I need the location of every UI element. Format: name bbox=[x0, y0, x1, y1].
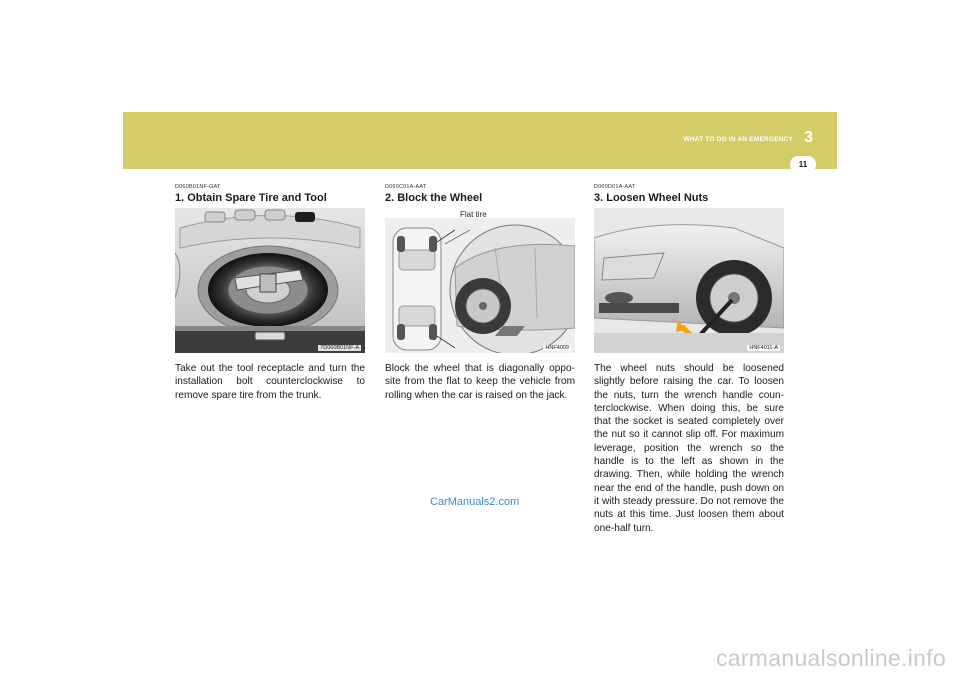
page-number: 11 bbox=[790, 156, 816, 173]
chapter-header-band bbox=[123, 112, 837, 169]
flat-tire-label: Flat tire bbox=[460, 210, 487, 219]
figure-code: 7D060B01NF-A bbox=[320, 345, 359, 351]
section-heading: 1. Obtain Spare Tire and Tool bbox=[175, 192, 327, 204]
spare-tire-trunk-svg bbox=[175, 208, 365, 353]
section-body: The wheel nuts should be loosened slightly before raising the car. To loosen the nuts, turn the wrench handle coun-terclockwise. When doing this, be sure that the socket is seated completely over the nut so it cannot slip off. For maximum leverage, position the wrench so the handle is to the left as shown in the drawing. Then, while holding the wrench near the end of the handle, push down on it with steady pressure. Do not remove the nuts at this time. Just loosen them about one-half turn. bbox=[594, 363, 784, 534]
chapter-title: WHAT TO DO IN AN EMERGENCY bbox=[683, 136, 793, 143]
wrench-wheel-nut-illustration bbox=[594, 208, 784, 353]
chapter-number: 3 bbox=[804, 129, 813, 146]
spare-tire-trunk-illustration bbox=[175, 208, 365, 353]
wheel-block-illustration bbox=[385, 208, 575, 353]
section-heading: 3. Loosen Wheel Nuts bbox=[594, 192, 709, 204]
section-spare-tire bbox=[175, 184, 365, 402]
section-body: Block the wheel that is diagonally oppo-site from the flat to keep the vehicle from rolling when the car is raised on the jack. bbox=[385, 363, 575, 401]
section-loosen-nuts bbox=[594, 184, 784, 535]
section-code: D060B01NF-GAT bbox=[175, 184, 221, 190]
section-code: D060C01A-AAT bbox=[385, 184, 427, 190]
wheel-block-svg bbox=[385, 208, 575, 353]
section-block-wheel bbox=[385, 184, 575, 402]
section-body: Take out the tool receptacle and turn the installation bolt counterclockwise to remove spare tire from the trunk. bbox=[175, 363, 365, 401]
watermark-link[interactable]: CarManuals2.com bbox=[430, 496, 520, 508]
section-heading: 2. Block the Wheel bbox=[385, 192, 483, 204]
figure-code: HNF4009 bbox=[545, 345, 569, 351]
footer-url: carmanualsonline.info bbox=[715, 645, 946, 671]
section-code: D060D01A-AAT bbox=[594, 184, 636, 190]
figure-code: HNF4011-A bbox=[749, 345, 778, 351]
wrench-wheel-svg bbox=[594, 208, 784, 353]
